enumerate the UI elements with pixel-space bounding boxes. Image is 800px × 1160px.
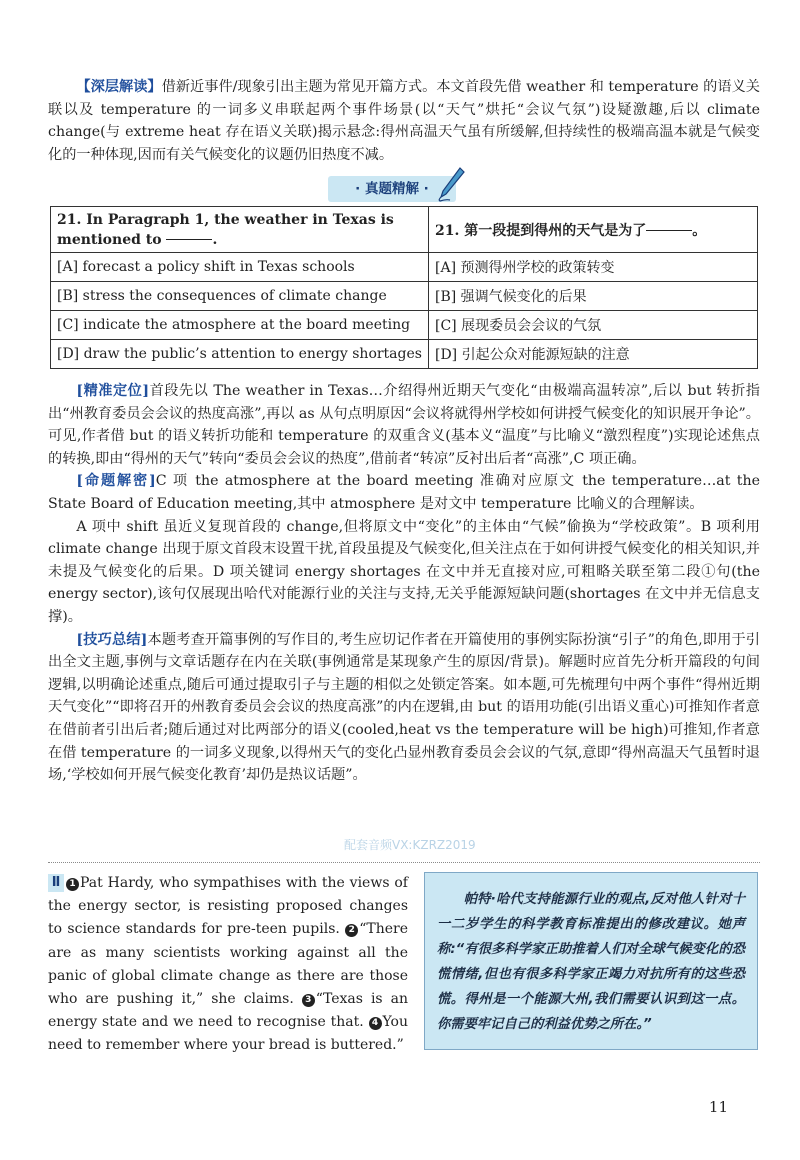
decrypt-text: C 项 the atmosphere at the board meeting 准确对应原文 the temperature…at the State Board of Education meeting,其中 atmosphere 是对文中 temperature 比喻义的合理解读。 (48, 473, 760, 512)
summary-text: 本题考查开篇事例的写作目的,考生应切记作者在开篇使用的事例实际扮演“引子”的角色,即用于引出全文主题,事例与文章话题存在内在关联(事例通常是某现象产生的原因/背景)。解题时应首先分析开篇段的句间逻辑,以明确论述重点,随后可通过提取引子与主题的相似之处锁定答案。如本题,可先梳理句中两个事件“得州近期天气变化”“即将召开的州教育委员会会议的热度高涨”的内在逻辑,由 but 的语用功能(引出语义重心)可推知作者意在借前者引出后者;随后通过对比两部分的语义(cooled,heat vs the temperature will be high)可推知,作者意在借 temperature 的一词多义现象,以得州天气的变化凸显州教育委员会会议的气氛,意即“得州高温天气虽暂时退场,‘学校如何开展气候变化教育’却仍是热议话题”。 (48, 631, 760, 784)
option-row (51, 253, 758, 282)
option-d-zh: [D] 引起公众对能源短缺的注意 (429, 340, 758, 369)
sentence-3: “Texas is an energy state and we need to recognise that. (48, 991, 408, 1031)
sentence-number-icon: 1 (66, 878, 79, 891)
deep-analysis-label: 【深层解读】 (76, 79, 162, 95)
deep-analysis-text: 借新近事件/现象引出主题为常见开篇方式。本文首段先借 weather 和 temperature 的语义关联以及 temperature 的一词多义串联起两个事件场景(以“天气”烘托“会议气氛”)设疑激趣,后以 climate change(与 extreme heat 存在语义关联)揭示悬念:得州高温天气虽有所缓解,但持续性的极端高温本就是气候变化的一种体现,因而有关气候变化的议题仍旧热度不减。 (48, 79, 760, 163)
watermark: 配套音频VX:KZRZ2019 (344, 838, 476, 852)
question-stem-en-text: 21. In Paragraph 1, the weather in Texas is mentioned to (57, 211, 394, 248)
question-table (50, 206, 758, 369)
pen-icon (436, 166, 466, 202)
sentence-number-icon: 3 (302, 994, 315, 1007)
deep-analysis-paragraph (48, 76, 760, 166)
summary-paragraph (48, 629, 760, 787)
translation-text: 帕特·哈代支持能源行业的观点,反对他人针对十一二岁学生的科学教育标准提出的修改建议。她声称:“有很多科学家正助推着人们对全球气候变化的恐慌情绪,但也有很多科学家正竭力对抗所有的这些恐慌。得州是一个能源大州,我们需要认识到这一点。你需要牢记自己的利益优势之所在。” (437, 892, 745, 1032)
positioning-paragraph (48, 380, 760, 470)
question-stem-zh-text: 21. 第一段提到得州的天气是为了 (435, 222, 647, 239)
deep-analysis-section (48, 76, 760, 166)
decrypt-label: [命题解密] (76, 473, 156, 490)
divider (48, 862, 760, 863)
answer-blank-zh (646, 230, 692, 231)
sentence-2: “There are as many scientists working against all the panic of global climate change as there are those who are pushing it,” she claims. (48, 921, 408, 1008)
option-row (51, 340, 758, 369)
option-d-en: [D] draw the public’s attention to energy shortages (51, 340, 429, 369)
option-row (51, 282, 758, 311)
translation-box (424, 872, 758, 1050)
wrong-options-paragraph: A 项中 shift 虽近义复现首段的 change,但将原文中“变化”的主体由“气候”偷换为“学校政策”。B 项利用 climate change 出现于原文首段末设置干扰,首段虽提及气候变化,但关注点在于如何讲授气候变化的相关知识,并未提及气候变化的后果。D 项关键词 energy shortages 在文中并无直接对应,可粗略关联至第二段①句(the energy sector),该句仅展现出哈代对能源行业的关注与支持,无关乎能源短缺问题(shortages 在文中并无信息支撑)。 (48, 518, 760, 625)
sentence-number-icon: 2 (345, 924, 358, 937)
question-stem-zh-end: 。 (692, 222, 707, 239)
summary-label: [技巧总结] (76, 631, 148, 648)
analysis-section (48, 380, 760, 787)
sentence-number-icon: 4 (369, 1017, 382, 1030)
sentence-1: Pat Hardy, who sympathises with the views of the energy sector, is resisting proposed changes to science standards for pre-teen pupils. (48, 875, 408, 938)
option-c-en: [C] indicate the atmosphere at the board meeting (51, 311, 429, 340)
option-c-zh: [C] 展现委员会会议的气氛 (429, 311, 758, 340)
section-banner: · 真题精解 · (328, 176, 456, 202)
option-row (51, 311, 758, 340)
page-number: 11 (708, 1098, 728, 1116)
positioning-label: [精准定位] (76, 383, 150, 399)
decrypt-paragraph (48, 470, 760, 515)
question-stem-zh (429, 207, 758, 253)
passage-paragraph (48, 872, 408, 1058)
sentence-4: You need to remember where your bread is buttered.” (48, 1014, 408, 1054)
question-stem-en: 21. In Paragraph 1, the weather in Texas is mentioned to . (51, 207, 429, 253)
option-a-en: [A] forecast a policy shift in Texas schools (51, 253, 429, 282)
question-stem-row (51, 207, 758, 253)
positioning-text: 首段先以 The weather in Texas…介绍得州近期天气变化“由极端高温转凉”,后以 but 转折指出“州教育委员会会议的热度高涨”,再以 as 从句点明原因“会议将就得州学校如何讲授气候变化的知识展开争论”。可见,作者借 but 的语义转折功能和 temperature 的双重含义(基本义“温度”与比喻义“激烈程度”)实现论述焦点的转换,即由“得州的天气”转向“委员会会议的热度”,借前者“转凉”反衬出后者“高涨”,C 项正确。 (48, 383, 760, 467)
option-a-zh: [A] 预测得州学校的政策转变 (429, 253, 758, 282)
option-b-en: [B] stress the consequences of climate change (51, 282, 429, 311)
paragraph-number-badge: Ⅱ (48, 874, 64, 892)
option-b-zh: [B] 强调气候变化的后果 (429, 282, 758, 311)
answer-blank (166, 239, 212, 240)
